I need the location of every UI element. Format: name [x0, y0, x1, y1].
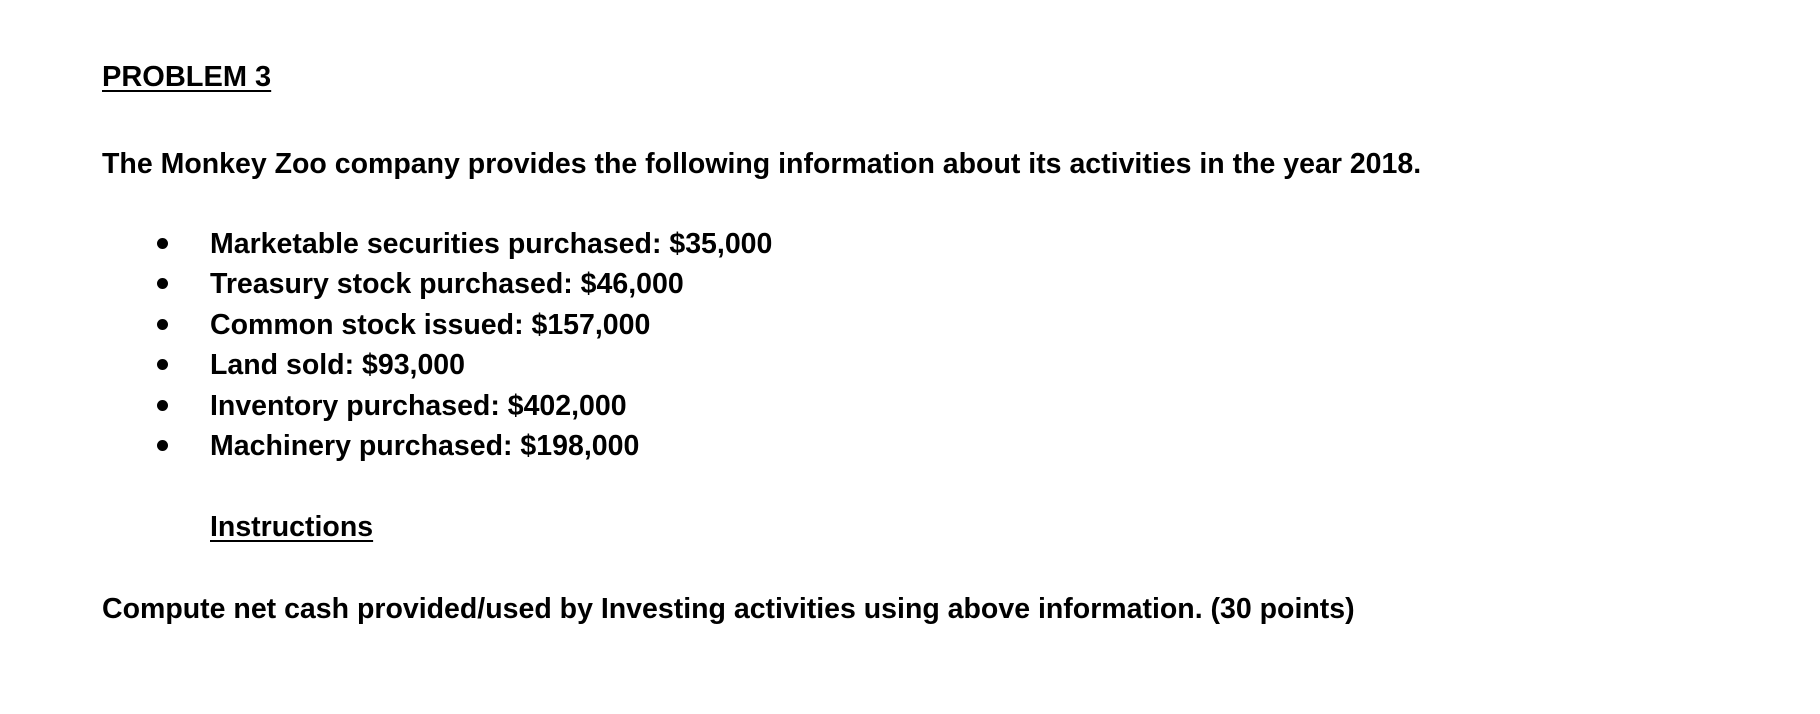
bullet-icon [157, 319, 168, 330]
problem-heading: PROBLEM 3 [102, 61, 272, 93]
task-paragraph: Compute net cash provided/used by Investing activities using above information. (30 points) [102, 593, 1355, 625]
list-item-text: Machinery purchased: $198,000 [210, 429, 640, 462]
list-item-text: Treasury stock purchased: $46,000 [210, 268, 684, 301]
list-item-text: Land sold: $93,000 [210, 349, 466, 382]
list-item-text: Marketable securities purchased: $35,000 [210, 228, 773, 260]
instructions-heading: Instructions [210, 511, 374, 543]
bullet-icon [157, 359, 168, 370]
list-item-text: Common stock issued: $157,000 [210, 308, 651, 341]
bullet-icon [157, 238, 168, 249]
bullet-icon [157, 440, 168, 451]
list-item-text: Inventory purchased: $402,000 [210, 389, 627, 422]
bullet-icon [157, 400, 168, 411]
bullet-icon [157, 278, 168, 289]
intro-paragraph: The Monkey Zoo company provides the following information about its activities in the year 2018. [102, 148, 1422, 180]
